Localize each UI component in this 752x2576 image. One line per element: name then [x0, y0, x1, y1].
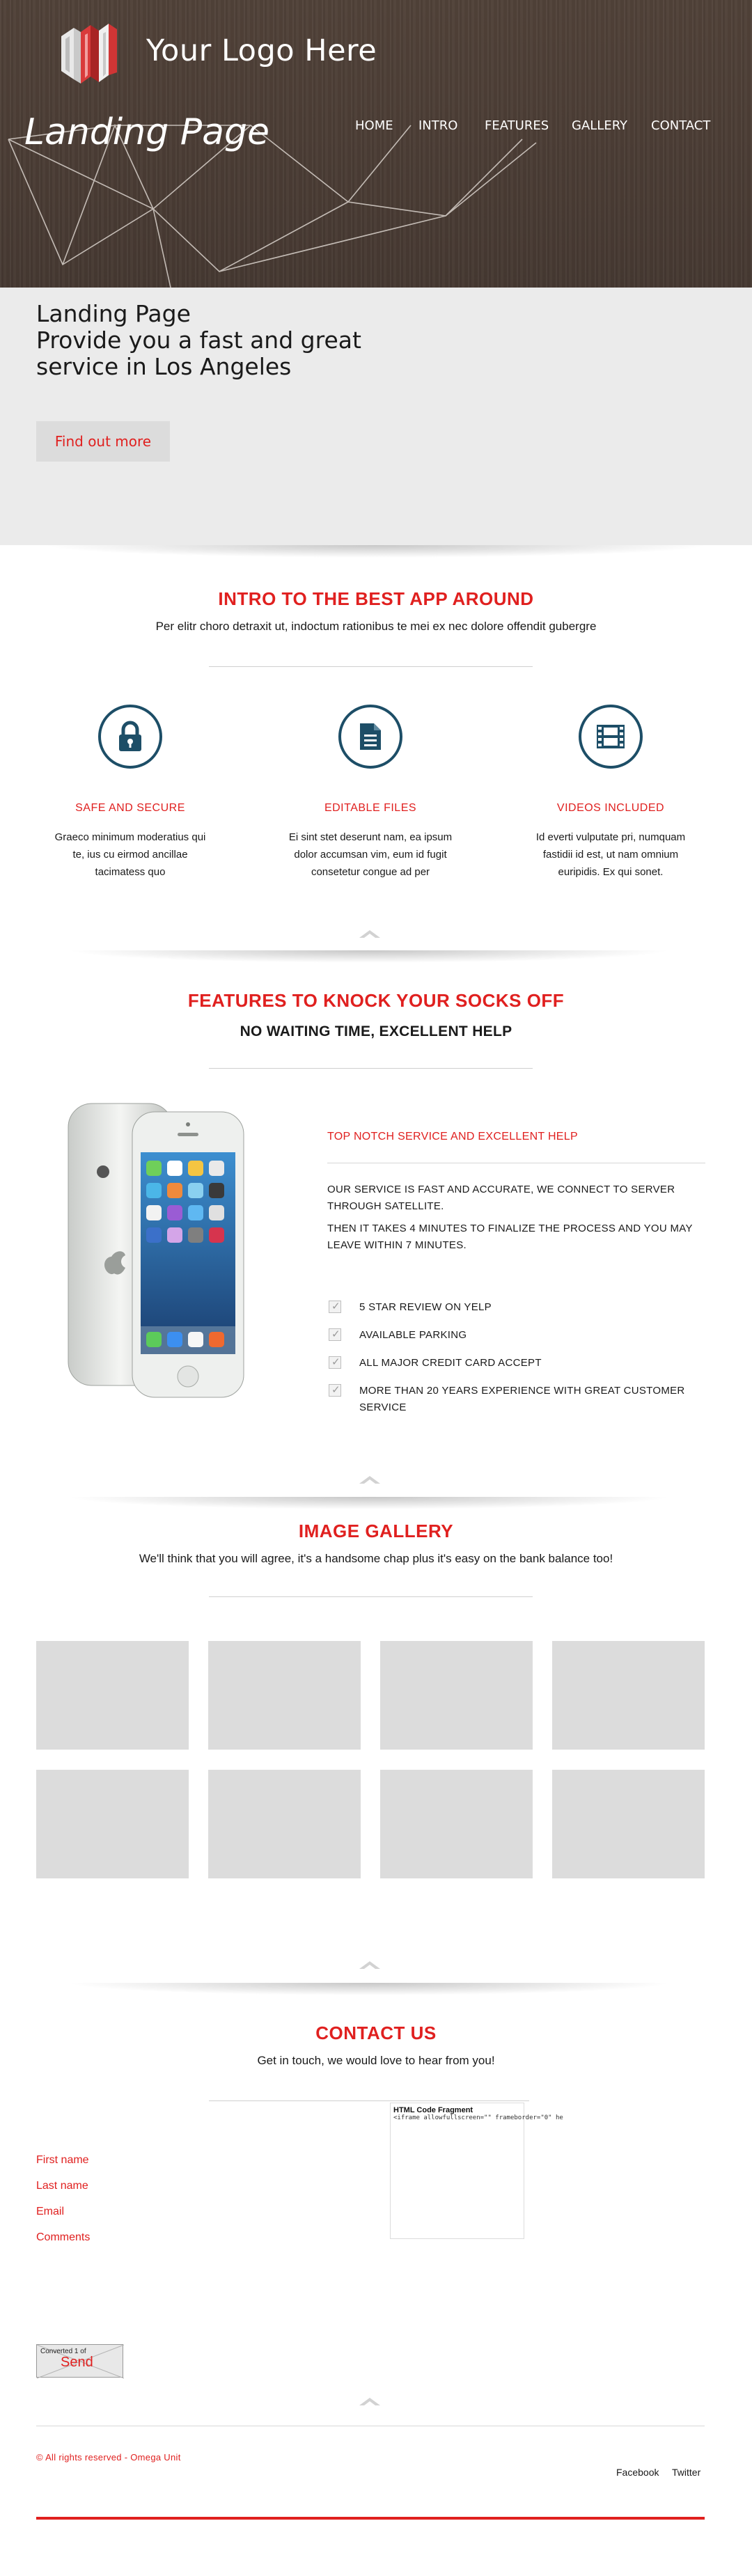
logo-icon[interactable] — [56, 15, 121, 85]
section-shadow — [66, 950, 672, 963]
gallery-title: IMAGE GALLERY — [298, 1521, 454, 1541]
intro-title: INTRO TO THE BEST APP AROUND — [218, 588, 534, 609]
nav-intro[interactable]: INTRO — [418, 118, 458, 133]
nav-home[interactable]: HOME — [355, 118, 393, 133]
checklist-item: ✓ MORE THAN 20 YEARS EXPERIENCE WITH GREAT CUSTOMER SERVICE — [329, 1383, 705, 1416]
feature-title: VIDEOS INCLUDED — [556, 802, 665, 814]
header — [0, 0, 752, 288]
scroll-up-icon[interactable] — [358, 1475, 382, 1484]
feature-videos-included — [520, 705, 701, 881]
logo-text[interactable]: Your Logo Here — [146, 33, 377, 68]
copyright-text: © All rights reserved - Omega Unit — [36, 2452, 181, 2463]
first-name-label[interactable]: First name — [36, 2154, 89, 2166]
intro-divider — [209, 666, 533, 667]
nav-gallery[interactable]: GALLERY — [572, 118, 628, 133]
code-fragment-title: HTML Code Fragment — [393, 2106, 473, 2114]
checkbox-icon — [329, 1384, 341, 1397]
feature-safe-secure — [40, 705, 221, 881]
contact-title: CONTACT US — [315, 2023, 437, 2043]
features-paragraph: THEN IT TAKES 4 MINUTES TO FINALIZE THE PROCESS AND YOU MAY LEAVE WITHIN 7 MINUTES. — [327, 1223, 693, 1251]
email-label[interactable]: Email — [36, 2206, 65, 2217]
feature-title: EDITABLE FILES — [324, 802, 417, 814]
scroll-up-icon[interactable] — [358, 1960, 382, 1970]
contact-divider — [209, 2100, 529, 2101]
gallery-divider — [209, 1596, 533, 1597]
checkbox-icon — [329, 1356, 341, 1369]
checklist-item: ✓ 5 STAR REVIEW ON YELP — [329, 1299, 705, 1316]
feature-description: Id everti vulputate pri, numquam fastidii id est, ut nam omnium euripidis. Ex qui sonet. — [535, 831, 686, 878]
gallery-image[interactable] — [208, 1641, 361, 1750]
header-title: Landing Page — [24, 111, 269, 153]
hero-section — [0, 288, 752, 545]
checklist-item: ✓ AVAILABLE PARKING — [329, 1327, 705, 1344]
features-title: FEATURES TO KNOCK YOUR SOCKS OFF — [187, 990, 565, 1011]
features-heading: TOP NOTCH SERVICE AND EXCELLENT HELP — [327, 1131, 578, 1142]
document-icon — [338, 705, 402, 769]
section-shadow — [66, 1497, 672, 1509]
hero-heading-line-2: Provide you a fast and great — [36, 327, 361, 354]
gallery-image[interactable] — [36, 1770, 189, 1878]
gallery-subtitle: We'll think that you will agree, it's a handsome chap plus it's easy on the bank balance too! — [139, 1552, 613, 1565]
lock-icon — [98, 705, 162, 769]
section-shadow — [66, 1983, 672, 1995]
gallery-image[interactable] — [552, 1641, 705, 1750]
embedded-map-frame[interactable] — [390, 2103, 563, 2239]
feature-title: SAFE AND SECURE — [75, 802, 185, 814]
section-shadow — [42, 545, 710, 558]
feature-description: Graeco minimum moderatius qui te, ius cu eirmod ancillae tacimatess quo — [54, 831, 206, 878]
gallery-image[interactable] — [380, 1770, 533, 1878]
film-icon — [579, 705, 643, 769]
gallery-image[interactable] — [208, 1770, 361, 1878]
intro-subtitle: Per elitr choro detraxit ut, indoctum rationibus te mei ex nec dolore offendit gubergre — [155, 620, 597, 633]
checklist-item: ✓ ALL MAJOR CREDIT CARD ACCEPT — [329, 1355, 705, 1372]
gallery-image[interactable] — [552, 1770, 705, 1878]
facebook-link[interactable]: Facebook — [616, 2467, 659, 2478]
send-label: Send — [61, 2355, 93, 2370]
checkbox-icon — [329, 1328, 341, 1341]
nav-features[interactable]: FEATURES — [485, 118, 549, 133]
send-overlay-text: Converted 1 of — [40, 2348, 86, 2355]
comments-label[interactable]: Comments — [36, 2231, 91, 2243]
nav-contact[interactable]: CONTACT — [651, 118, 711, 133]
contact-subtitle: Get in touch, we would love to hear from you! — [257, 2054, 495, 2067]
send-button[interactable] — [36, 2344, 123, 2378]
phone-image — [63, 1097, 251, 1403]
scroll-up-icon[interactable] — [358, 2396, 382, 2406]
features-paragraph: OUR SERVICE IS FAST AND ACCURATE, WE CONNECT TO SERVER THROUGH SATELLITE. — [327, 1184, 675, 1212]
last-name-label[interactable]: Last name — [36, 2180, 88, 2192]
twitter-link[interactable]: Twitter — [672, 2467, 701, 2478]
feature-description: Ei sint stet deserunt nam, ea ipsum dolor accumsan vim, eum id fugit consetetur congue ad per — [288, 831, 453, 878]
footer-accent-line — [36, 2517, 705, 2520]
code-fragment-code: <iframe allowfullscreen="" frameborder="0" he — [393, 2114, 563, 2121]
find-out-more-button[interactable]: Find out more — [36, 421, 170, 462]
checkbox-icon — [329, 1301, 341, 1313]
feature-editable-files — [280, 705, 461, 881]
features-divider — [209, 1068, 533, 1069]
gallery-image[interactable] — [36, 1641, 189, 1750]
hero-heading-line-1: Landing Page — [36, 300, 191, 327]
gallery-image[interactable] — [380, 1641, 533, 1750]
hero-heading-line-3: service in Los Angeles — [36, 353, 292, 380]
scroll-up-icon[interactable] — [358, 929, 382, 938]
features-subtitle: NO WAITING TIME, EXCELLENT HELP — [240, 1023, 512, 1039]
